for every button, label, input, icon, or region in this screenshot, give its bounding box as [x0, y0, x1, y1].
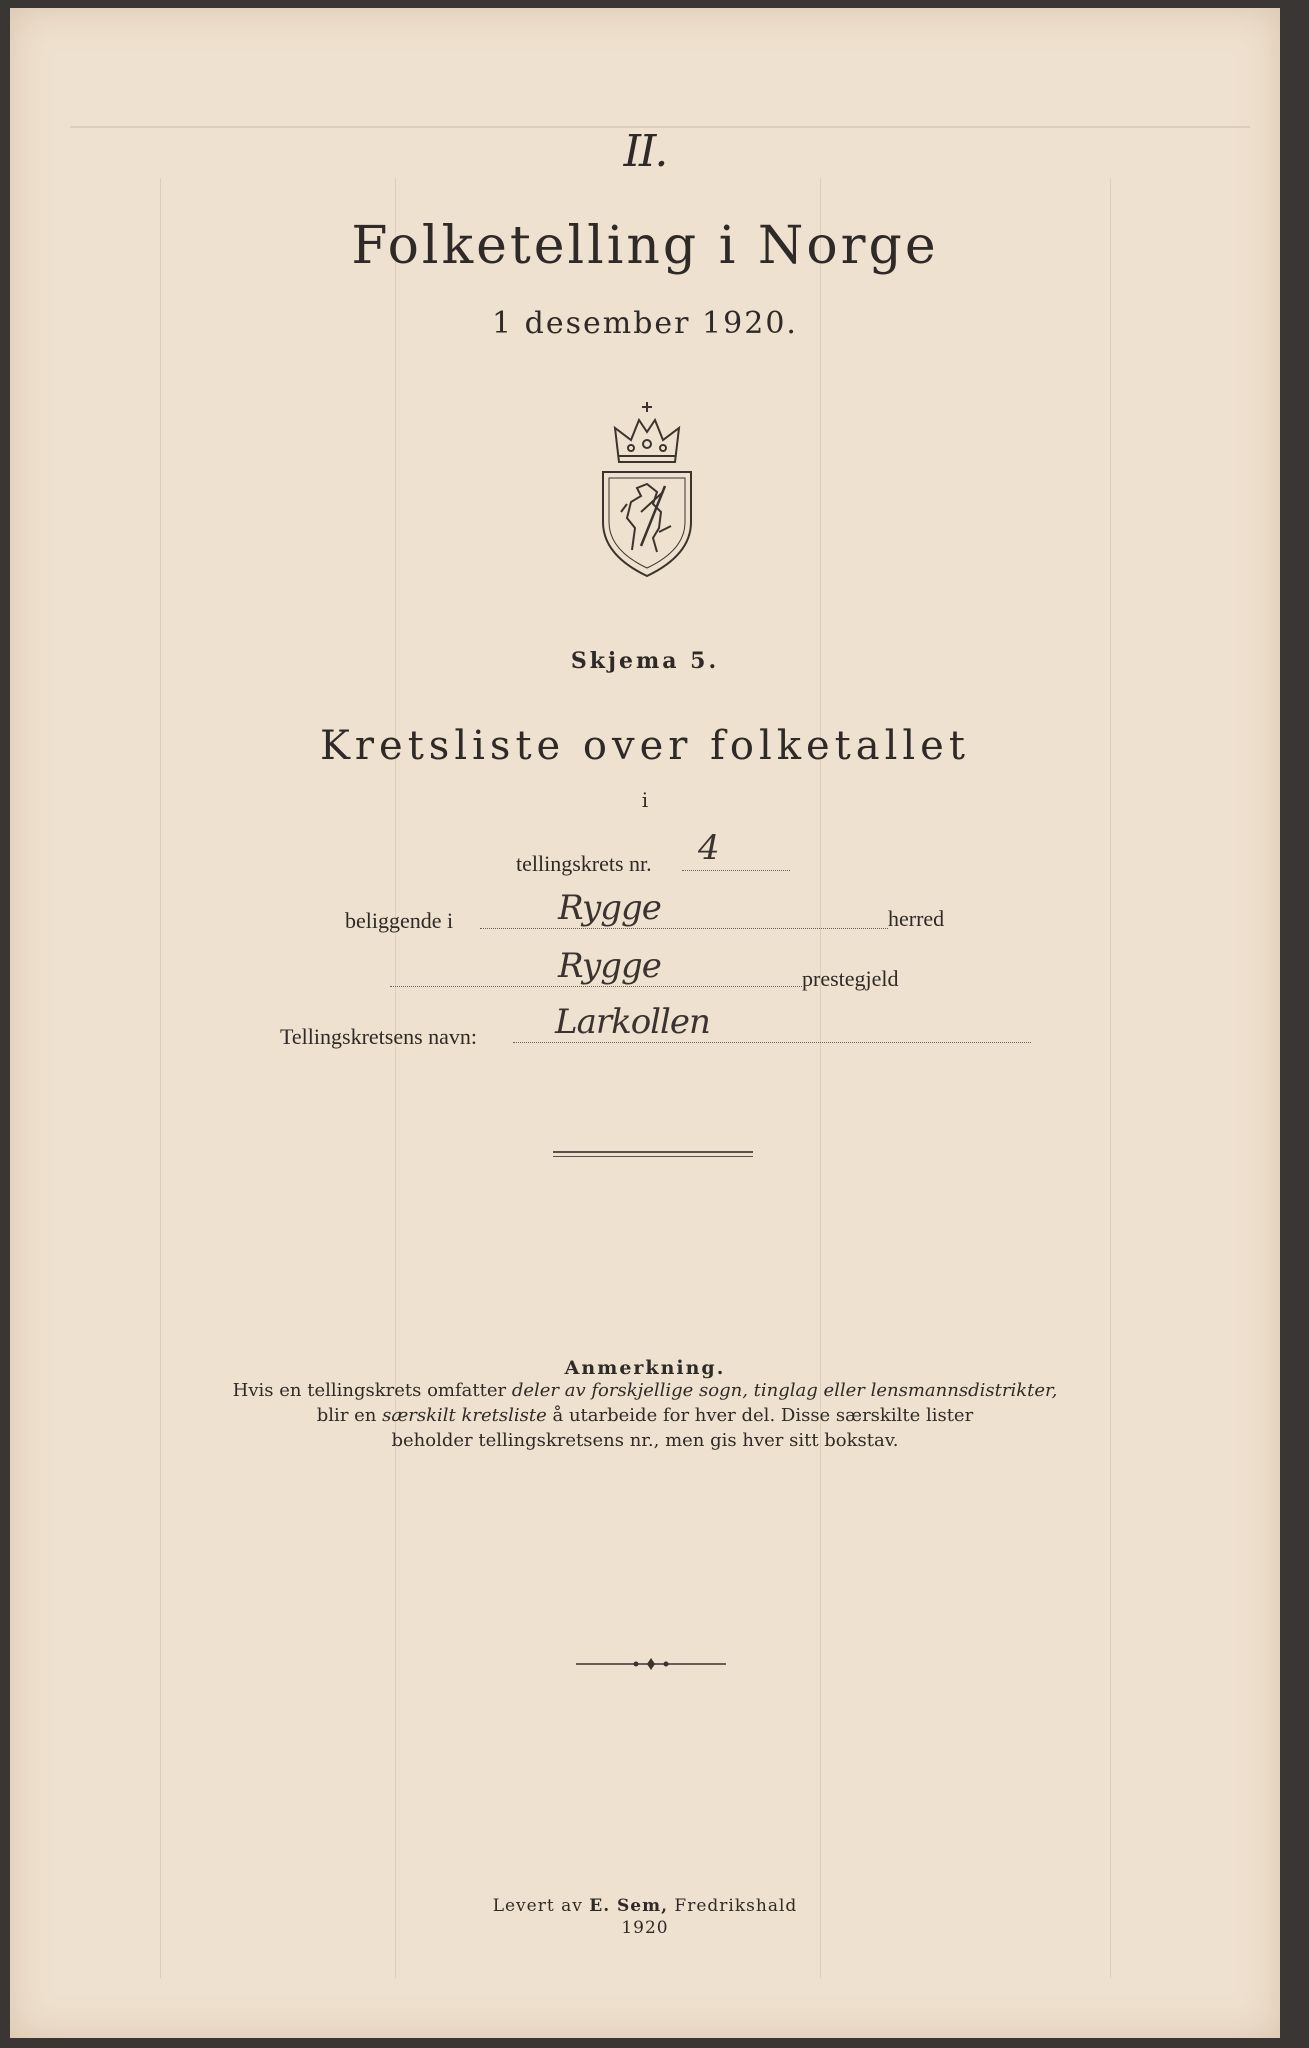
preposition-text: i	[641, 788, 649, 812]
note-line-1	[10, 1380, 1280, 1401]
krets-number-value: 4	[698, 828, 719, 868]
note-emphasis: særskilt kretsliste	[382, 1405, 547, 1426]
prestegjeld-label: prestegjeld	[802, 966, 899, 991]
bleed-through-column-line	[1110, 178, 1111, 1978]
krets-number-line	[682, 870, 790, 871]
note-emphasis: deler av forskjellige sogn, tinglag eller lensmannsdistrikter,	[511, 1380, 1058, 1401]
printer-credit	[10, 1896, 1280, 1916]
bleed-through-column-line	[160, 178, 161, 1978]
note-text: blir en	[316, 1405, 383, 1426]
ornament-divider-icon	[576, 1658, 726, 1670]
krets-name-value: Larkollen	[555, 1002, 710, 1042]
prestegjeld-line	[390, 986, 802, 987]
herred-label: herred	[888, 906, 945, 931]
coat-of-arms-icon	[597, 400, 697, 578]
bleed-through-column-line	[820, 178, 821, 1978]
krets-name-line	[513, 1042, 1031, 1043]
printer-prefix: Levert av	[492, 1896, 590, 1916]
schema-number: Skjema 5.	[570, 648, 720, 674]
printer-year: 1920	[621, 1918, 669, 1938]
note-line-2	[10, 1405, 1280, 1426]
beliggende-label: beliggende i	[345, 908, 454, 933]
form-heading: Kretsliste over folketallet	[320, 723, 970, 769]
census-date: 1 desember 1920.	[492, 306, 798, 341]
bleed-through-column-line	[395, 178, 396, 1978]
note-title: Anmerkning.	[564, 1357, 726, 1379]
krets-number-label: tellingskrets nr.	[516, 851, 652, 876]
printer-place: Fredrikshald	[668, 1896, 798, 1916]
prestegjeld-value: Rygge	[558, 946, 661, 986]
census-form-page	[10, 8, 1280, 2038]
roman-numeral: II.	[623, 126, 667, 177]
herred-value: Rygge	[558, 888, 661, 928]
note-text: Hvis en tellingskrets omfatter	[232, 1380, 512, 1401]
double-rule	[553, 1156, 753, 1157]
printer-name: E. Sem,	[589, 1896, 669, 1916]
herred-line	[480, 928, 888, 929]
note-text: å utarbeide for hver del. Disse særskilte lister	[546, 1405, 974, 1426]
note-line-3: beholder tellingskretsens nr., men gis hver sitt bokstav.	[391, 1430, 899, 1451]
page-title: Folketelling i Norge	[351, 216, 939, 276]
double-rule	[553, 1151, 753, 1153]
krets-name-label: Tellingskretsens navn:	[280, 1024, 478, 1049]
